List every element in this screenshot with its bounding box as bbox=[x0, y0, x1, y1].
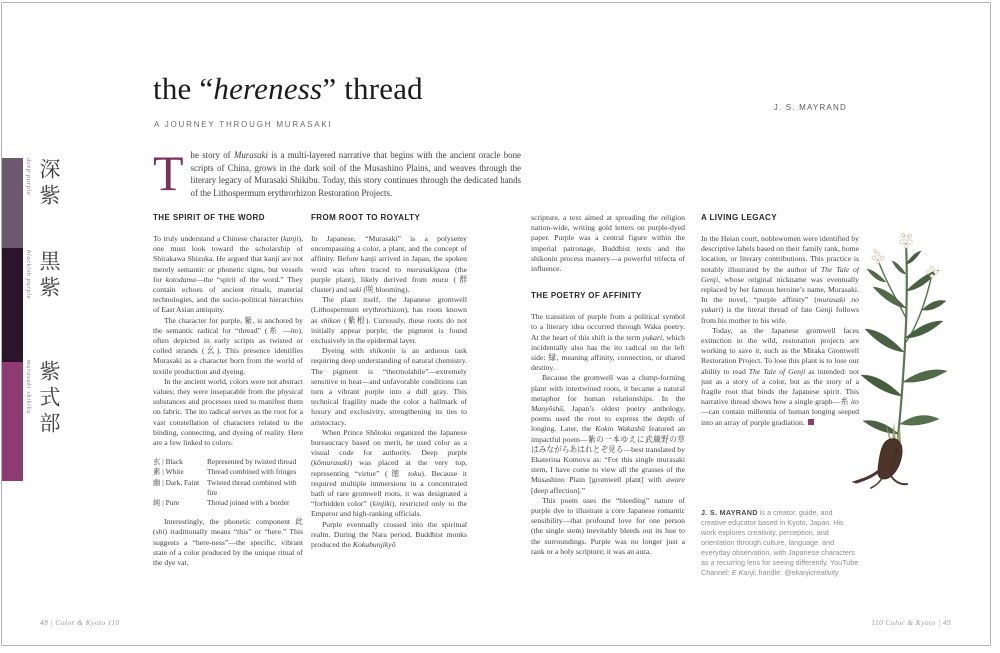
author-byline: J. S. MAYRAND bbox=[773, 103, 847, 112]
body-text: Today, as the Japanese gromwell faces extinction in the wild, restoration projects are working to save it, such as the Mitaka Gromwell Restoration Project. To lose this plant is to lose our ability to read The Tale of Genji as intended: not just as a story of a color, but as the story of a fragile root that binds the Japanese spirit. This narrative thread shows how a single graph—糸 ito—can contain millennia of human longing seeped into an array of purple gradiation. bbox=[701, 325, 859, 427]
intro-paragraph bbox=[153, 145, 521, 201]
heading-spirit-of-the-word: THE SPIRIT OF THE WORD bbox=[153, 213, 265, 222]
swatch-blackish-purple bbox=[2, 248, 23, 362]
swatch-murasaki-shikibu bbox=[2, 362, 23, 481]
heading-living-legacy: A LIVING LEGACY bbox=[701, 213, 777, 222]
column-root-to-royalty bbox=[311, 213, 467, 587]
intro-text: he story of Murasaki is a multi-layered narrative that begins with the ancient oracle bone scripts of China, grows in the dark soil of the Musashino Plains, and weaves through the literary legacy of Murasaki Shikibu. Today, this story continues through the dedicated hands of the Lithospermum erythrorhizon Restoration Projects. bbox=[190, 150, 521, 198]
body-paragraph bbox=[701, 326, 859, 428]
body-paragraph: In Japanese, “Murasaki” is a polysemy encompassing a color, a plant, and the concept of affinity. Before kanji arrived in Japan, the spoken word was often traced to murasakigusa (the purple plant), likely derived from mura (群 cluster) and saki (咲 blooming). bbox=[311, 234, 467, 295]
body-paragraph: Because the gromwell was a clump-forming plant with intertwined roots, it became a natural metaphor for human relationships. In the Manyōshū, Japan’s oldest poetry anthology, poems used the root to express the depth of longing. Later, the Kokin Wakashū featured an impactful poem—紫の一本ゆえに武蔵野の草はみながらあはれとぞ見る—best translated by Ekaterina Komova as: “For this single murasaki stem, I have come to view all the grasses of the Musashino Plain [gromwell plant] with aware [deep affection].” bbox=[531, 373, 685, 495]
author-bio-name: J. S. MAYRAND bbox=[701, 508, 758, 517]
kanji-color-glossary bbox=[153, 457, 303, 508]
author-bio-text: is a creator, guide, and creative educator based in Kyoto, Japan. His work explores creativity, perception, and orientation through culture, language, and everyday observation, with Japanese characters as a recurring lens for seeing differently. YouTube Channel: E Kanji; handle: @ekanjicreativity bbox=[701, 508, 859, 577]
body-paragraph: In the ancient world, colors were not abstract values; they were inseparable from the physical substances and processes used to manifest them on fabric. The ito radical serves as the root for a vast constellation of characters related to the binding, connecting, and dyeing of reality. Here are a few linked to colors: bbox=[153, 376, 303, 448]
swatch-kanji-blackish-purple: 黒紫 bbox=[37, 250, 61, 302]
swatch-label-en-deep-purple: deep purple bbox=[25, 158, 32, 196]
body-paragraph: To truly understand a Chinese character (kanji), one must look toward the scholarship of Shirakawa Shizuka. He argued that kanji are not merely semantic or phonetic signs, but vessels for kotodama—the “spirit of the word.” They contain echoes of ancient rituals, material technologies, and the socio-political hierarchies of East Asian antiquity. bbox=[153, 234, 303, 315]
page-number-left: 48 | Color & Kyoto 110 bbox=[40, 618, 120, 627]
glossary-definition: Thread joined with a border bbox=[207, 498, 290, 508]
column-living-legacy bbox=[701, 213, 859, 587]
body-paragraph: Dyeing with shikonin is an arduous task requiring deep understanding of natural chemistry. The pigment is “thermolabile”—extremely sensitive to heat—and unfavorable conditions can turn a vibrant purple into a dull gray. This technical fragility made the color a hallmark of luxury and exclusivity, strengthening its ties to aristocracy. bbox=[311, 346, 467, 427]
heading-poetry-of-affinity: THE POETRY OF AFFINITY bbox=[531, 291, 642, 301]
body-paragraph: scripture, a text aimed at spreading the religion nation-wide, writing gold letters on purple-dyed paper. Purple was a central figure within the imperial patronage, Buddhist texts and the shikonin process mastery—a powerful trifecta of influence. bbox=[531, 213, 685, 274]
glossary-row bbox=[153, 478, 303, 498]
author-bio bbox=[701, 508, 859, 578]
glossary-term: 幽 | Dark, Faint bbox=[153, 477, 200, 487]
color-swatch-bar bbox=[2, 158, 23, 481]
swatch-deep-purple bbox=[2, 158, 23, 248]
glossary-definition: Thread combined with fringes bbox=[207, 467, 297, 477]
body-paragraph: The transition of purple from a political symbol to a literary idea occurred through Waka poetry. At the heart of this shift is the term yukari, which incidentally also has the ito radical on the left side: 縁, meaning affinity, connection, or shared destiny. bbox=[531, 312, 685, 373]
page-subtitle: A JOURNEY THROUGH MURASAKI bbox=[154, 120, 333, 129]
glossary-definition: Twisted thread combined with fire bbox=[207, 477, 297, 497]
swatch-label-en-blackish-purple: blackish purple bbox=[25, 250, 32, 300]
body-paragraph: When Prince Shōtoku organized the Japanese bureaucracy based on merit, he used color as a visual code for authority. Deep purple (kōmurasaki) was placed at the very top, representing “virtue” (徳 toku). Because it required multiple immersions in a concentrated bath of rare gromwell roots, it was designated a “forbidden color” (kinjiki), restricted only to the Emperor and high-ranking officials. bbox=[311, 427, 467, 519]
body-paragraph: Interestingly, the phonetic component 此 (shi) traditionally means “this” or “here.” This suggests a “here-ness”—the specific, vibrant state of a color produced by the unique ritual of the dye vat. bbox=[153, 517, 303, 568]
drop-cap: T bbox=[153, 145, 184, 201]
body-paragraph: In the Heian court, noblewomen were identified by descriptive labels based on their family rank, home location, or literary contributions. This practice is notably illustrated by the author of The Tale of Genji, whose original nickname was eventually replaced by her famous heroine’s name, Murasaki. In the novel, “purple affinity” (murasaki no yukari) is the literal thread of fate Genji follows from his mother to his wife. bbox=[701, 234, 859, 325]
body-paragraph: The plant itself, the Japanese gromwell (Lithospermum erythrorhizon), has roots known as shikon (紫根). Curiously, these roots do not initially appear purple; the pigment is found exclusively in the epidermal layer. bbox=[311, 295, 467, 346]
page-title: the “hereness” thread bbox=[153, 71, 423, 106]
swatch-label-en-murasaki-shikibu: murasaki shikibu bbox=[25, 360, 32, 415]
glossary-row bbox=[153, 467, 303, 477]
body-paragraph: The character for purple, 紫, is anchored by the semantic radical for “thread” (糸 —ito), often depicted in early scripts as twisted or coiled strands (幺). This presence identifies Murasaki as a character born from the world of textile production and dyeing. bbox=[153, 315, 303, 376]
glossary-row bbox=[153, 498, 303, 508]
body-paragraph: This poem uses the “bleeding” nature of purple dye to illustrate a core Japanese romantic sensibility—that profound love for one person (the single stem) inevitably bleeds out its hue to the surroundings. Purple was no longer just a rank or a holy scripture; it was an aura. bbox=[531, 495, 685, 556]
glossary-term: 純 | Pure bbox=[153, 498, 180, 508]
glossary-row bbox=[153, 457, 303, 467]
gromwell-botanical-illustration bbox=[850, 230, 968, 498]
plant-leaves bbox=[861, 251, 947, 434]
glossary-term: 玄 | Black bbox=[153, 457, 183, 467]
body-paragraph: Purple eventually crossed into the spiritual realm. During the Nara period, Buddhist monks produced the Kokubunjikyō bbox=[311, 519, 467, 550]
swatch-kanji-murasaki-shikibu: 紫式部 bbox=[37, 360, 61, 438]
column-spirit-of-the-word bbox=[153, 213, 303, 587]
glossary-term: 素 | White bbox=[153, 467, 184, 477]
column-poetry-of-affinity bbox=[531, 213, 685, 587]
article-end-mark bbox=[808, 419, 814, 425]
page-number-right: 110 Color & Kyoto | 49 bbox=[871, 618, 951, 627]
heading-root-to-royalty: FROM ROOT TO ROYALTY bbox=[311, 213, 421, 222]
plant-root bbox=[853, 439, 907, 488]
swatch-kanji-deep-purple: 深紫 bbox=[37, 158, 61, 210]
glossary-definition: Represented by twisted thread bbox=[207, 457, 297, 467]
